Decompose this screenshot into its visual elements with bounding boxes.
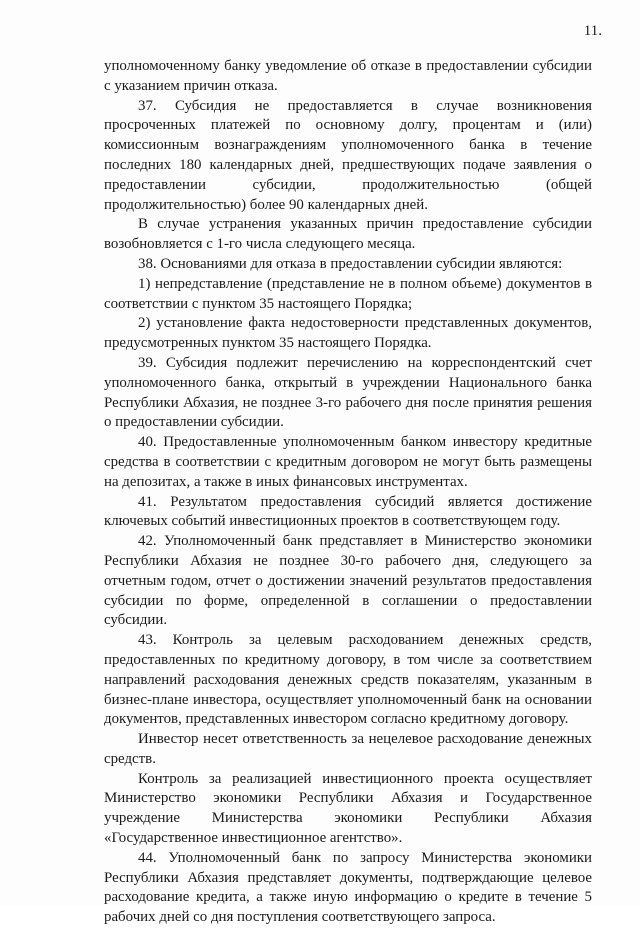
document-body bbox=[104, 57, 592, 928]
paragraph-subitem-1: 1) непредставление (представление не в полном объеме) документов в соответствии с пунктом 35 настоящего Порядка; bbox=[104, 275, 592, 312]
paragraph-item-43: 43. Контроль за целевым расходованием денежных средств, предоставленных по кредитному договору, в том числе за соответствием направлений расходования денежных средств показателям, указанным в бизнес-плане инвестора, осуществляет уполномоченный банк на основании документов, представленных инвестором согласно кредитному договору. bbox=[104, 632, 592, 728]
paragraph-item-39: 39. Субсидия подлежит перечислению на корреспондентский счет уполномоченного банка, открытый в учреждении Национального банка Республики Абхазия, не позднее 3-го рабочего дня после принятия решения о предоставлении субсидии. bbox=[104, 354, 592, 431]
paragraph-resumption: В случае устранения указанных причин предоставление субсидии возобновляется с 1-го числа следующего месяца. bbox=[104, 216, 592, 253]
paragraph-investor-responsibility: Инвестор несет ответственность за нецелевое расходование денежных средств. bbox=[104, 731, 592, 767]
paragraph-item-41: 41. Результатом предоставления субсидий является достижение ключевых событий инвестиционных проектов в соответствующем году. bbox=[104, 493, 592, 530]
paragraph-item-42: 42. Уполномоченный банк представляет в Министерство экономики Республики Абхазия не позднее 30-го рабочего дня, следующего за отчетным годом, отчет о достижении значений результатов предоставления субсидии по форме, определенной в соглашении о предоставлении субсидии. bbox=[104, 533, 592, 629]
paragraph-item-38: 38. Основаниями для отказа в предоставлении субсидии являются: bbox=[138, 255, 563, 272]
paragraph-project-control: Контроль за реализацией инвестиционного проекта осуществляет Министерство экономики Республики Абхазия и Государственное учреждение Министерства экономики Республики Абхазия «Государственное инвестиционное агентство». bbox=[104, 770, 592, 847]
paragraph-item-40: 40. Предоставленные уполномоченным банком инвестору кредитные средства в соответствии с кредитным договором не могут быть размещены на депозитах, а также в иных финансовых инструментах. bbox=[104, 434, 592, 490]
paragraph-item-44: 44. Уполномоченный банк по запросу Министерства экономики Республики Абхазия представляет документы, подтверждающие целевое расходование кредита, а также иную информацию о кредите в течение 5 рабочих дней со дня поступления соответствующего запроса. bbox=[104, 849, 592, 926]
paragraph-continuation: уполномоченному банку уведомление об отказе в предоставлении субсидии с указанием причин отказа. bbox=[104, 58, 592, 94]
paragraph-subitem-2: 2) установление факта недостоверности представленных документов, предусмотренных пунктом 35 настоящего Порядка. bbox=[104, 315, 592, 352]
page-number: 11. bbox=[583, 23, 602, 39]
paragraph-item-37: 37. Субсидия не предоставляется в случае возникновения просроченных платежей по основному долгу, процентам и (или) комиссионным вознаграждениям уполномоченного банка в течение последних 180 календарных дней, предшествующих подаче заявления о предоставлении субсидии, продолжительностью (общей продолжительностью) более 90 календарных дней. bbox=[104, 97, 592, 213]
